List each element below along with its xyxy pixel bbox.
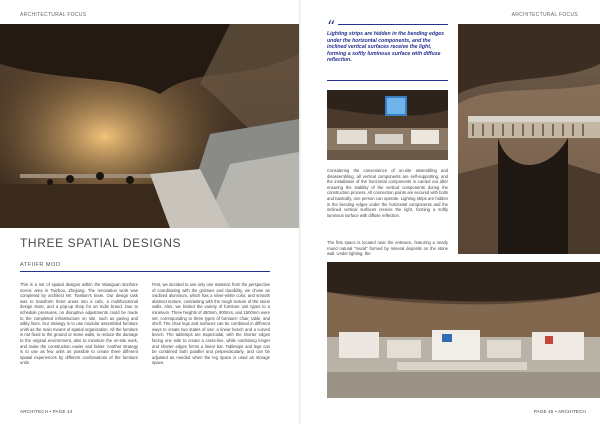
body-column-3a: Considering the convenience of on-site assembling and disassembling, all vertical components are self-supporting, and the installation of the horizontal components is carried out after ensuring the stability of the vertical components during the construction process. All connection points are secured with bolts and basically, one person can operate. Lighting strips are hidden in the bending edges under the horizontal components and the inclined vertical surfaces receive the light, forming a softly luminous surface with diffuse reflection. [327, 168, 448, 218]
running-header-right: ARCHITECTURAL FOCUS [511, 12, 578, 18]
body-column-1: This is a set of spatial designs within the Mianguan Bonfoire scenic area in Taizhou, Zhejiang. The renovation work was completed by architect Mr. Tiantian's team. Our design task was to transform three areas into a cafe, a multifunctional design store, and a pop-up shop for an Indie brand. Due to schedule pressures, no disruptive adjustments could be made to the completed infrastructure on site, such as paving and utility lines. Our strategy is to use modular assembled furniture units as the main means of spatial organization. All the furniture is not fixed to the ground or stone walls, to reduce the damage to the original environment, also to minimize the on-site work, and make the construction easier and faster. Another strategy is to use as few units as possible to create three different spatial experiences by different combinations of the furniture units. [20, 282, 138, 366]
title-rule [20, 271, 270, 272]
page-spine [299, 0, 301, 424]
quote-rule-bottom [327, 80, 448, 81]
photo-cave-cafe-terrace [0, 24, 299, 228]
pull-quote: Lighting strips are hidden in the bending edges under the horizontal components, and the inclined vertical surfaces receive the light, forming a softly luminous surface with diffuse reflection. [327, 31, 445, 64]
body-column-3b: The first space is located near the entrance, featuring a nearly round natural "mural" formed by mineral deposits on the stone wall. Under lighting, the [327, 240, 448, 257]
body-column-2: First, we decided to use only one material, from the perspective of coordinating with the grottoes and durability, we chose an oxidized aluminum, which has a silver-white color, and smooth abstract texture, contrasting with the rough texture of the stone walls. Also, we limited the variety of furniture unit types to a minimum. Three heights of 450mm, 900mm, and 1500mm were set, corresponding to three types of furniture: chair, table, and shelf. The chair legs and surfaces can be combined in different ways to create two states of use: a linear bench and a curved bench. The tabletops are trapezoidal, with the shorter edges facing one side to create a cross-line, while combining longer and shorter edges forms a linear bar. Tabletops and legs can be combined both parallel and perpendicularly, and can be adjusted as needed when the leg space is used as storage space. [152, 282, 270, 366]
running-header-left: ARCHITECTURAL FOCUS [20, 12, 87, 18]
photo-cave-shop-interior [327, 262, 600, 398]
quote-rule-top [338, 24, 448, 25]
photo-cave-balcony-illustration [458, 24, 600, 254]
article-title: THREE SPATIAL DESIGNS [20, 236, 182, 250]
footer-right: PAGE 45 • ARCHITECH [533, 409, 586, 414]
photo-cave-shop-interior-illustration [327, 262, 600, 398]
photo-store-interior-small [327, 90, 448, 160]
photo-cave-balcony [458, 24, 600, 254]
quote-mark-icon: “ [327, 17, 336, 36]
article-author: ATFIIFR MOO [20, 262, 61, 268]
footer-left: ARCHITECH • PAGE 44 [20, 409, 73, 414]
photo-store-interior-small-illustration [327, 90, 448, 160]
photo-cave-cafe-terrace-illustration [0, 24, 299, 228]
